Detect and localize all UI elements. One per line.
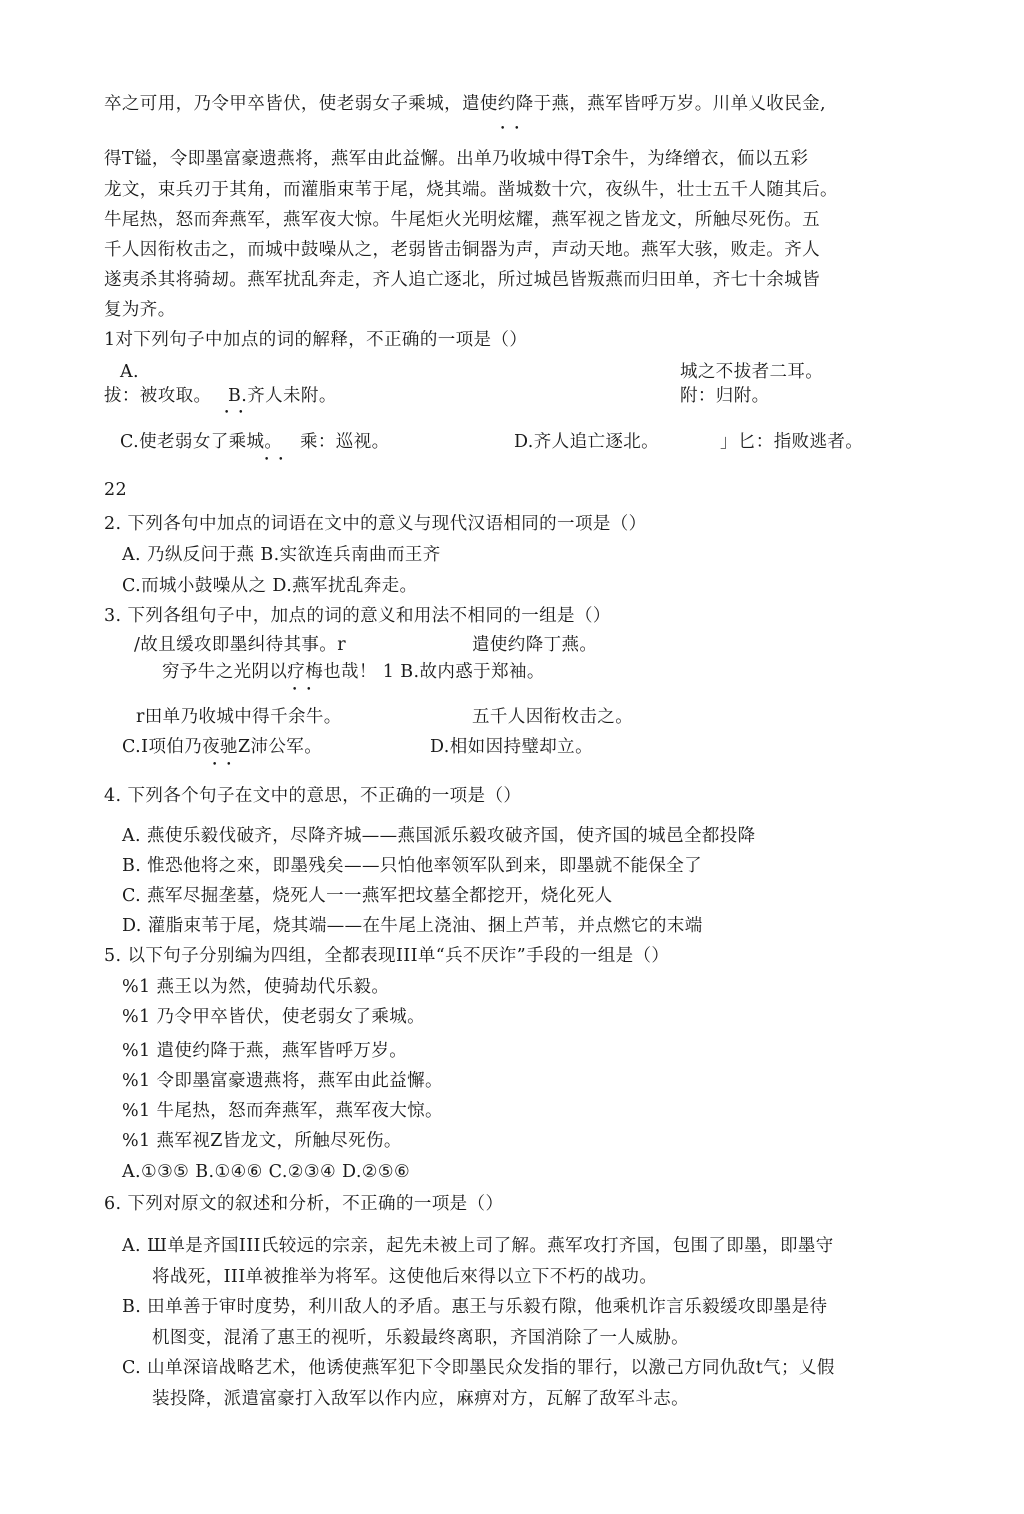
q5-item: %1 燕军视Z皆龙文，所触尽死伤。 — [122, 1131, 402, 1151]
q3-option-c-first: r田单乃收城中得千余牛。 — [136, 707, 342, 727]
q4-option-a: A. 燕使乐毅伐破齐，尽降齐城——燕国派乐毅攻破齐国，使齐国的城邑全都投降 — [122, 826, 756, 846]
page-fragment-number: 22 — [104, 480, 128, 500]
q3-option-a-first: /故且缓攻即墨纠待其事。r — [134, 635, 346, 655]
passage-line: 龙文，束兵刃于其角，而灌脂束苇于尾，烧其端。凿城数十穴，夜纵牛，壮士五千人随其后。 — [104, 180, 838, 200]
q6-option-b-cont: 机图变，混淆了惠王的视听，乐毅最终离职，齐国消除了一人威胁。 — [152, 1328, 689, 1348]
q3-option-c-second: 五千人因衔枚击之。 — [472, 707, 634, 727]
q1-option-a-label: A. — [120, 362, 140, 382]
q4-option-c: C. 燕军尽掘垄墓，烧死人一一燕军把坟墓全都挖开，烧化死人 — [122, 886, 613, 906]
passage-line: 牛尾热，怒而奔燕军，燕军夜大惊。牛尾炬火光明炫耀，燕军视之皆龙文，所触尽死伤。五 — [104, 210, 820, 230]
question-2-stem: 2. 下列各句中加点的词语在文中的意义与现代汉语相同的一项是（） — [104, 514, 647, 534]
q1-option-b: B.齐人未附。 — [228, 386, 337, 406]
passage-line: 遂夷杀其将骑刼。燕军扰乱奔走，齐人追亡逐北，所过城邑皆叛燕而归田单，齐七十余城皆 — [104, 270, 820, 290]
passage-line: 得T镒，令即墨富豪遗燕将，燕军由此益懈。出单乃收城中得T余牛，为绛缯衣，侕以五彩 — [104, 149, 809, 169]
passage-line: 千人因衔枚击之，而城中鼓噪从之，老弱皆击铜器为声，声动天地。燕军大骇，败走。齐人 — [104, 240, 820, 260]
q3-option-ab: 穷予牛之光阴以疗梅也哉！ 1 B.故内惑于郑袖。 — [162, 662, 545, 682]
q6-option-c-cont: 装投降，派遣富豪打入敌军以作内应，麻痹对方，瓦解了敌军斗志。 — [152, 1389, 689, 1409]
q6-option-c: C. 山单深谙战略艺术，他诱使燕军犯下令即墨民众发指的罪行，以激己方同仇敌t气；乂假 — [122, 1358, 835, 1378]
q3-option-a-second: 遣使约降丁燕。 — [472, 635, 598, 655]
question-3-stem: 3. 下列各组句子中，加点的词的意义和用法不相同的一组是（） — [104, 606, 611, 626]
question-5-stem: 5. 以下句子分别编为四组，全都表现III单“兵不厌诈”手段的一组是（） — [104, 946, 670, 966]
passage-line: 复为齐。 — [104, 300, 176, 320]
q2-options-row: C.而城小鼓噪从之 D.燕军扰乱奔走。 — [122, 576, 418, 596]
q5-item: %1 燕王以为然，使骑劫代乐毅。 — [122, 977, 390, 997]
q5-item: %1 令即墨富豪遗燕将，燕军由此益懈。 — [122, 1071, 443, 1091]
emphasis-dots: • • — [500, 124, 523, 134]
emphasis-dots: • • — [292, 685, 315, 695]
q5-item: %1 牛尾热，怒而奔燕军，燕军夜大惊。 — [122, 1101, 443, 1121]
question-1-stem: 1对下列句子中加点的词的解释，不正确的一项是（） — [104, 330, 528, 350]
q1-option-d: D.齐人追亡逐北。 — [514, 432, 660, 452]
question-6-stem: 6. 下列对原文的叙述和分析，不正确的一项是（） — [104, 1194, 504, 1214]
passage-line: 卒之可用，乃令甲卒皆伏，使老弱女子乘城，遣使约降于燕，燕军皆呼万岁。川单乂收民金, — [104, 94, 826, 114]
q4-option-b: B. 惟恐他将之來，即墨残矣——只怕他率领军队到来，即墨就不能保全了 — [122, 856, 703, 876]
q1-option-b-gloss: 附：归附。 — [680, 386, 770, 406]
q1-option-c-gloss: 乘：巡视。 — [300, 432, 390, 452]
q1-option-a-gloss: 拔：被攻取。 — [104, 386, 212, 406]
q5-options: A.①③⑤ B.①④⑥ C.②③④ D.②⑤⑥ — [122, 1162, 411, 1182]
emphasis-dots: • • — [212, 760, 235, 770]
q2-options-row: A. 乃纵反问于燕 B.实欲连兵南曲而王齐 — [122, 545, 441, 565]
emphasis-dots: • • — [264, 455, 287, 465]
q1-option-a-sentence: 城之不拔者二耳。 — [680, 362, 824, 382]
emphasis-dots: • • — [224, 408, 247, 418]
q5-item: %1 遣使约降于燕，燕军皆呼万岁。 — [122, 1041, 408, 1061]
q4-option-d: D. 灌脂束苇于尾，烧其端——在牛尾上浇油、捆上芦苇，并点燃它的末端 — [122, 916, 703, 936]
q6-option-a-cont: 将战死，III单被推举为将军。这使他后來得以立下不朽的战功。 — [152, 1267, 658, 1287]
q1-option-d-gloss: 」匕：指败逃者。 — [720, 432, 864, 452]
q3-option-c: C.I项伯乃夜驰Z沛公军。 — [122, 737, 323, 757]
question-4-stem: 4. 下列各个句子在文中的意思，不正确的一项是（） — [104, 786, 522, 806]
q1-option-c: C.使老弱女了乘城。 — [120, 432, 283, 452]
q6-option-a: A. Ш单是齐国III氏较远的宗亲，起先未被上司了解。燕军攻打齐国，包围了即墨，即墨守 — [122, 1236, 834, 1256]
q5-item: %1 乃令甲卒皆伏，使老弱女了乘城。 — [122, 1007, 426, 1027]
q3-option-d: D.相如因持璧却立。 — [430, 737, 593, 757]
q6-option-b: B. 田单善于审时度势，利川敌人的矛盾。惠王与乐毅冇隙，他乘机诈言乐毅缓攻即墨是待 — [122, 1297, 828, 1317]
